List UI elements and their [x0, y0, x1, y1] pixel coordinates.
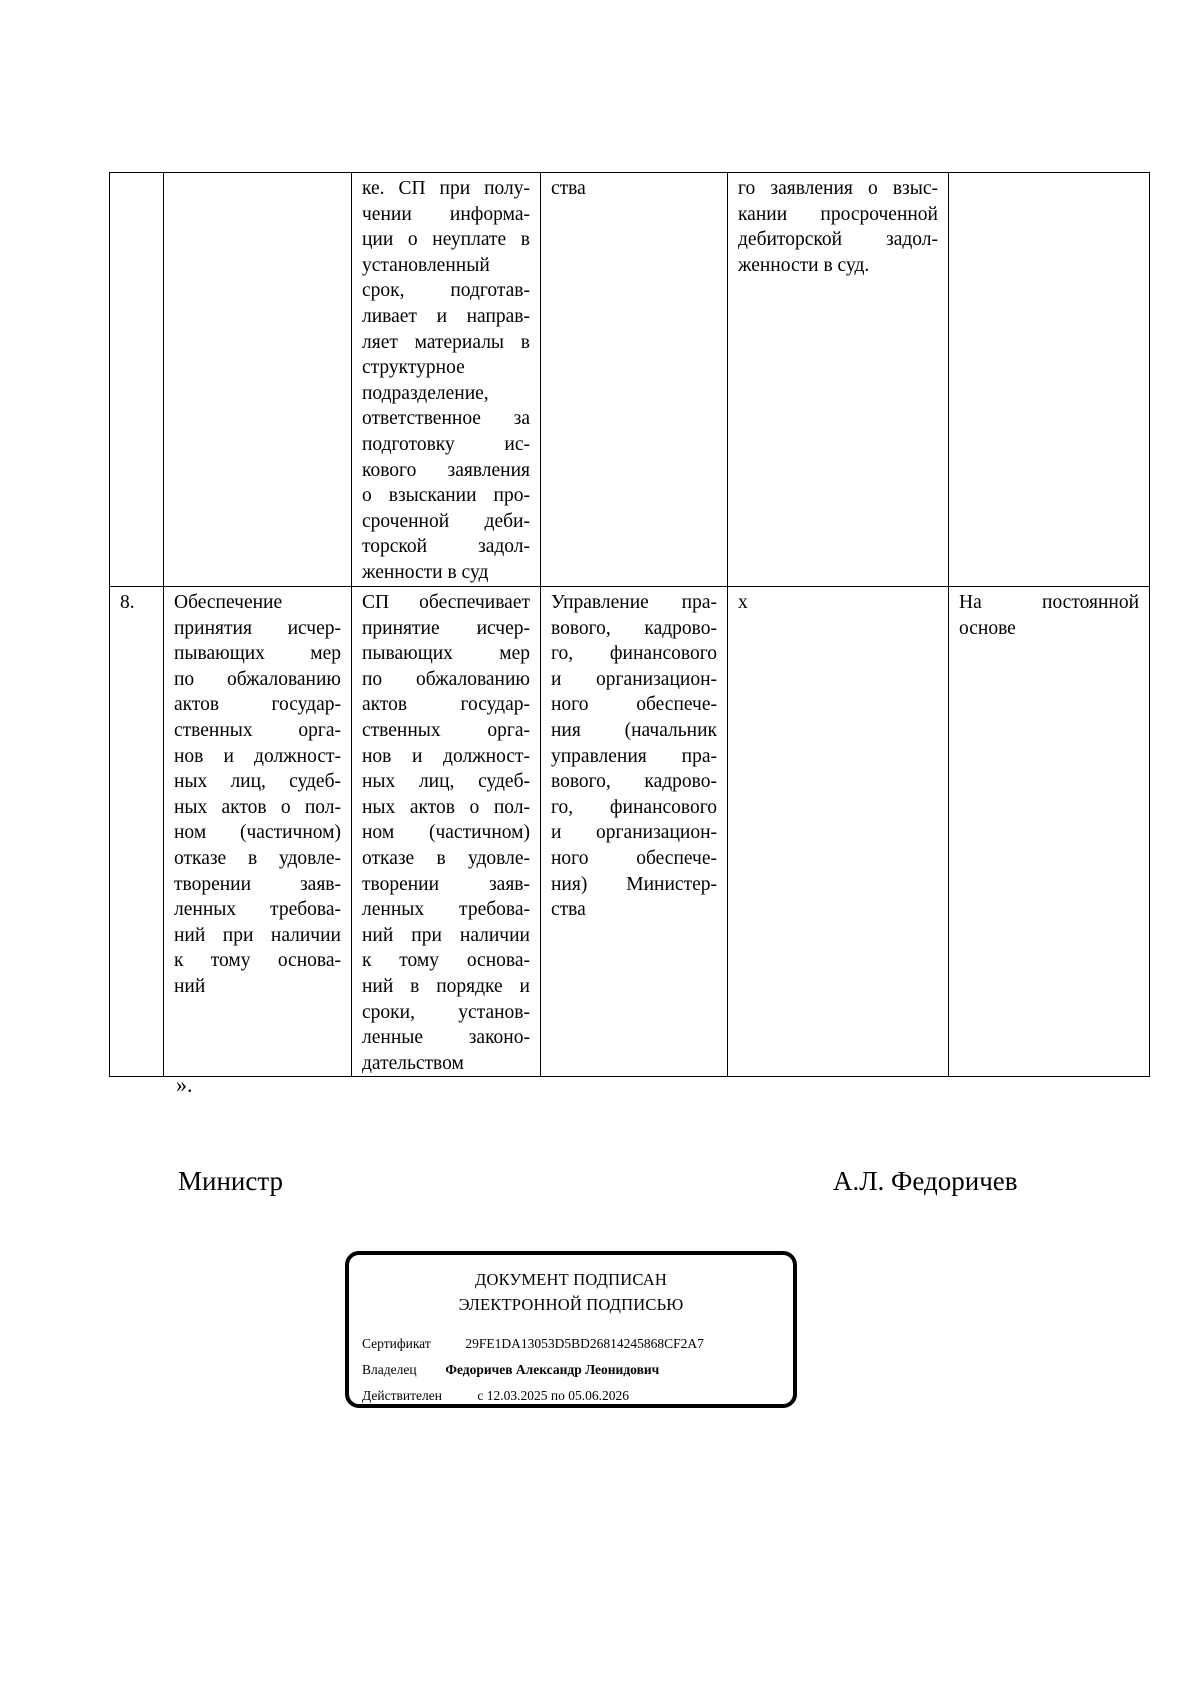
- text-line: вового, кадрово-: [551, 617, 717, 639]
- text-line: дательством: [362, 1052, 464, 1074]
- text-line: ний в порядке и: [362, 975, 530, 997]
- text-line: к тому основа-: [362, 950, 530, 972]
- text-line: ний: [174, 975, 206, 997]
- text-line: ного обеспече-: [551, 694, 717, 716]
- text-line: пывающих мер: [174, 643, 341, 665]
- text-line: ных лиц, судеб-: [174, 771, 341, 793]
- measure-cell: [164, 587, 352, 1077]
- text-line: и организацион-: [551, 668, 717, 690]
- text-line: ном (частичном): [174, 822, 341, 844]
- text-line: ственных орга-: [362, 719, 530, 741]
- stamp-title-line: ДОКУМЕНТ ПОДПИСАН: [475, 1270, 667, 1289]
- term-cell: [949, 173, 1150, 587]
- measure-cell: [164, 173, 352, 587]
- text-line: ния) Министер-: [551, 873, 717, 895]
- stamp-value: Федоричев Александр Леонидович: [445, 1362, 660, 1377]
- text-line: На постоянной: [959, 592, 1139, 613]
- text-line: актов государ-: [174, 694, 341, 716]
- stamp-owner-row: [362, 1362, 659, 1378]
- text-line: ке. СП при полу-: [362, 178, 530, 199]
- text-line: ния (начальник: [551, 719, 717, 741]
- text-line: актов государ-: [362, 694, 530, 716]
- text-line: Обеспечение: [174, 592, 283, 613]
- row-number-cell: [110, 173, 164, 587]
- text-line: о взыскании про-: [362, 485, 530, 507]
- result-cell: [728, 173, 949, 587]
- text-line: торской задол-: [362, 536, 530, 558]
- text-line: ответственное за: [362, 408, 530, 430]
- text-line: установленный: [362, 254, 490, 276]
- text-line: ции о неуплате в: [362, 229, 530, 251]
- table-row: [110, 587, 1150, 1077]
- text-line: ленные законо-: [362, 1027, 530, 1049]
- result-cell: x: [728, 587, 949, 1077]
- closing-quote: ».: [176, 1072, 193, 1097]
- text-line: принятие исчер-: [362, 617, 530, 639]
- stamp-label: Действителен: [362, 1388, 442, 1403]
- text-line: ных актов о пол-: [362, 796, 530, 818]
- text-line: творении заяв-: [362, 873, 530, 895]
- text-line: ном (частичном): [362, 822, 530, 844]
- text-line: и организацион-: [551, 822, 717, 844]
- text-line: подготовку ис-: [362, 433, 530, 455]
- text-line: творении заяв-: [174, 873, 341, 895]
- text-line: ного обеспече-: [551, 847, 717, 869]
- text-line: структурное: [362, 357, 465, 379]
- text-line: сроченной деби-: [362, 510, 530, 532]
- stamp-label: Владелец: [362, 1362, 417, 1377]
- text-line: Управление пра-: [551, 592, 717, 613]
- text-line: пывающих мер: [362, 643, 530, 665]
- responsible-cell: [541, 173, 728, 587]
- text-line: кании просроченной: [738, 203, 938, 225]
- text-line: чении информа-: [362, 203, 530, 225]
- text-line: СП обеспечивает: [362, 592, 530, 613]
- text-line: сроки, установ-: [362, 1001, 530, 1023]
- signatory-name: А.Л. Федоричев: [833, 1166, 1018, 1196]
- text-line: подразделение,: [362, 382, 489, 404]
- text-line: к тому основа-: [174, 950, 341, 972]
- text-line: ственных орга-: [174, 719, 341, 741]
- text-line: ний при наличии: [362, 924, 530, 946]
- electronic-signature-stamp: [345, 1251, 797, 1408]
- stamp-value: с 12.03.2025 по 05.06.2026: [477, 1388, 629, 1403]
- text-line: го, финансового: [551, 643, 717, 665]
- signatory-position: Министр: [178, 1166, 283, 1196]
- text-line: ливает и направ-: [362, 305, 530, 327]
- term-cell: [949, 587, 1150, 1077]
- text-line: принятия исчер-: [174, 617, 341, 639]
- text-line: ний при наличии: [174, 924, 341, 946]
- stamp-title-line: ЭЛЕКТРОННОЙ ПОДПИСЬЮ: [458, 1295, 684, 1314]
- text-line: ленных требова-: [362, 899, 530, 921]
- text-line: отказе в удовле-: [174, 847, 341, 869]
- action-cell: [352, 173, 541, 587]
- text-line: ных актов о пол-: [174, 796, 341, 818]
- text-line: отказе в удовле-: [362, 847, 530, 869]
- stamp-value: 29FE1DA13053D5BD26814245868CF2A7: [465, 1336, 704, 1351]
- row-number-cell: 8.: [110, 587, 164, 1077]
- text-line: по обжалованию: [362, 668, 530, 690]
- text-line: дебиторской задол-: [738, 229, 938, 251]
- text-line: срок, подготав-: [362, 280, 530, 302]
- responsible-cell: [541, 587, 728, 1077]
- text-line: основе: [959, 617, 1016, 639]
- measures-table: [109, 172, 1150, 1077]
- text-line: ленных требова-: [174, 899, 341, 921]
- text-line: женности в суд.: [738, 254, 870, 276]
- text-line: по обжалованию: [174, 668, 341, 690]
- text-line: женности в суд: [362, 561, 489, 583]
- text-line: нов и должност-: [174, 745, 341, 767]
- text-line: управления пра-: [551, 745, 717, 767]
- text-line: нов и должност-: [362, 745, 530, 767]
- text-line: ляет материалы в: [362, 331, 530, 353]
- text-line: го заявления о взыс-: [738, 178, 938, 199]
- action-cell: [352, 587, 541, 1077]
- stamp-label: Сертификат: [362, 1336, 431, 1351]
- table-row: [110, 173, 1150, 587]
- text-line: кового заявления: [362, 459, 530, 481]
- text-line: ства: [551, 178, 586, 199]
- stamp-certificate-row: [362, 1336, 704, 1352]
- text-line: ства: [551, 899, 586, 921]
- text-line: ных лиц, судеб-: [362, 771, 530, 793]
- stamp-validity-row: [362, 1388, 629, 1404]
- text-line: вового, кадрово-: [551, 771, 717, 793]
- text-line: го, финансового: [551, 796, 717, 818]
- stamp-title: [349, 1267, 793, 1317]
